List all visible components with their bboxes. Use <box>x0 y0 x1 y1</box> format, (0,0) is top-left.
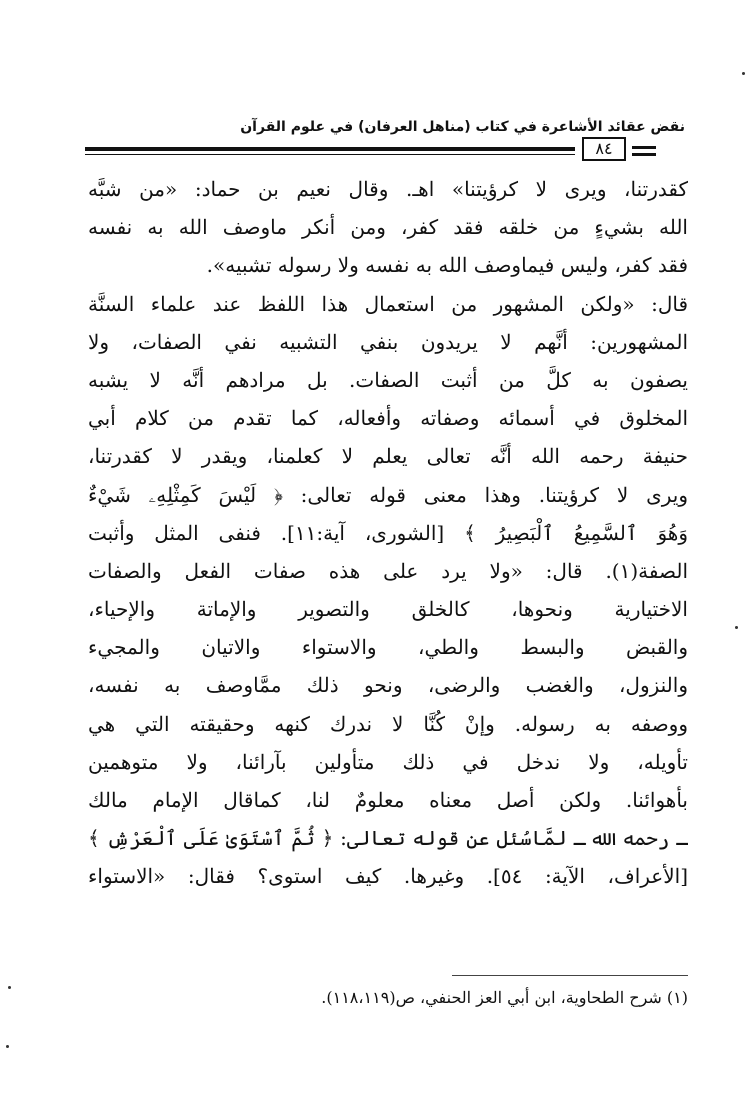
body-line: الاختيارية ونحوها، كالخلق والتصوير والإماتة والإحياء، <box>88 597 688 622</box>
scan-speck <box>735 626 738 629</box>
body-line: الصفة(١). قال: «ولا يرد على هذه صفات الفعل والصفات <box>88 558 688 583</box>
body-line: المخلوق في أسمائه وصفاته وأفعاله، كما تقدم من كلام أبي <box>88 406 688 431</box>
header-rule-thin <box>85 154 575 155</box>
body-line: حنيفة رحمه الله أنَّه تعالى يعلم لا كعلمنا، ويقدر لا كقدرتنا، <box>88 444 688 469</box>
body-line: المشهورين: أنَّهم لا يريدون بنفي التشبيه نفي الصفات، ولا <box>88 329 688 354</box>
body-line: قال: «ولكن المشهور من استعمال هذا اللفظ عند علماء السنَّة <box>88 291 688 316</box>
body-line: والقبض والبسط والطي، والاستواء والاتيان والمجيء <box>88 635 688 660</box>
scan-speck <box>8 986 11 989</box>
body-line: ـ رحمه الله ـ لمَّاسُئل عن قوله تعالى: ﴿ ثُمَّ ٱسْتَوَىٰ عَلَى ٱلْعَرْشِ ﴾ <box>88 826 688 851</box>
scan-speck <box>742 72 745 75</box>
footnote: (١) شرح الطحاوية، ابن أبي العز الحنفي، ص(١١٨،١١٩). <box>321 988 688 1007</box>
body-line: ووصفه به رسوله. وإنْ كُنَّا لا ندرك كنهه وحقيقته التي هي <box>88 711 688 736</box>
body-line: والنزول، والغضب والرضى، ونحو ذلك ممَّاوصف به نفسه، <box>88 673 688 698</box>
body-line: بأهوائنا. ولكن أصل معناه معلومٌ لنا، كماقال الإمام مالك <box>88 788 688 812</box>
body-line: [الأعراف، الآية: ٥٤]. وغيرها. كيف استوى؟ فقال: «الاستواء <box>88 864 688 889</box>
body-line: الله بشيءٍ من خلقه فقد كفر، ومن أنكر ماوصف الله به نفسه <box>88 215 688 240</box>
running-head <box>85 117 685 139</box>
body-line: تأويله، ولا ندخل في ذلك متأولين بآرائنا، ولا متوهمين <box>88 749 688 774</box>
body-line: كقدرتنا، ويرى لا كرؤيتنا» اهـ. وقال نعيم بن حماد: «من شبَّه <box>88 177 688 201</box>
scan-speck <box>6 1045 9 1048</box>
header-rule-thick <box>85 147 575 151</box>
body-text <box>88 170 688 896</box>
body-line: فقد كفر، وليس فيماوصف الله به نفسه ولا رسوله تشبيه». <box>206 253 688 278</box>
body-line: وَهُوَ ٱلسَّمِيعُ ٱلْبَصِيرُ ﴾ [الشورى، آية:١١]. فنفى المثل وأثبت <box>88 520 688 545</box>
footnote-separator <box>452 975 688 976</box>
page-number-ornament-top <box>632 146 656 149</box>
running-title: نقض عقائد الأشاعرة في كتاب (مناهل العرفان) في علوم القرآن <box>240 119 685 135</box>
body-line: يصفون به كلَّ من أثبت الصفات. بل مرادهم أنَّه لا يشبه <box>88 367 688 392</box>
page-number-ornament-bottom <box>632 153 656 156</box>
page-number: ٨٤ <box>582 137 626 161</box>
body-line: ويرى لا كرؤيتنا. وهذا معنى قوله تعالى: ﴿ لَيْسَ كَمِثْلِهِۦ شَيْءٌ <box>88 482 688 507</box>
